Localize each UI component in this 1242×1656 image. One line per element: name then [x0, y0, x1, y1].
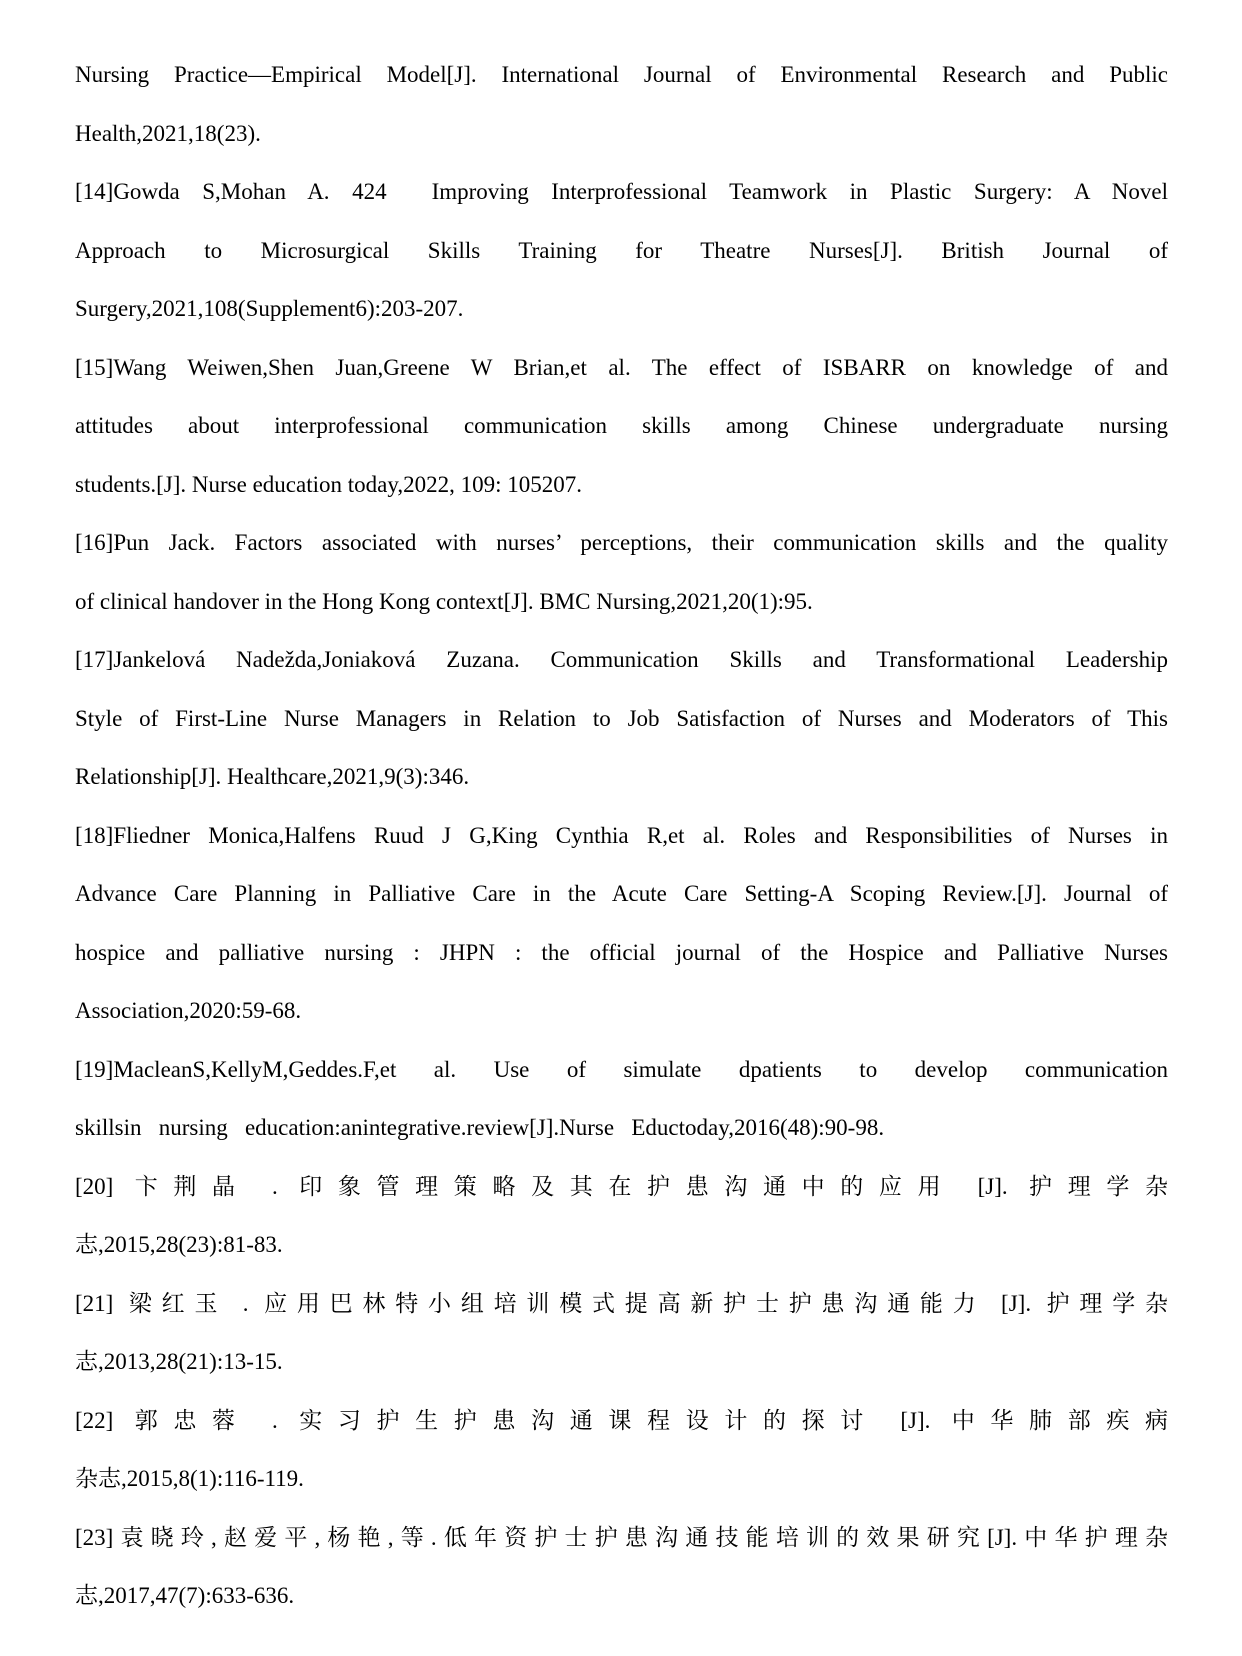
reference-line: 志,2015,28(23):81-83. [75, 1232, 283, 1257]
reference-line: [17]Jankelová Nadežda,Joniaková Zuzana. Communication Skills and Transformational Leadership [75, 647, 1168, 672]
reference-line: [23]袁晓玲,赵爱平,杨艳,等.低年资护士护患沟通技能培训的效果研究[J].中华护理杂 [75, 1524, 1168, 1550]
reference-line: [16]Pun Jack. Factors associated with nurses’ perceptions, their communication skills and the quality [75, 530, 1168, 555]
reference-line: [19]MacleanS,KellyM,Geddes.F,et al. Use of simulate dpatients to develop communication [75, 1056, 1168, 1082]
reference-entry [75, 163, 1168, 339]
reference-entry [75, 631, 1168, 807]
reference-line: Health,2021,18(23). [75, 120, 261, 146]
reference-line: Nursing Practice—Empirical Model[J]. International Journal of Environmental Research and Public [75, 62, 1168, 87]
reference-line: attitudes about interprofessional communication skills among Chinese undergraduate nursing [75, 413, 1168, 438]
reference-entry [75, 807, 1168, 1041]
reference-entry [75, 1158, 1168, 1275]
reference-entry [75, 1041, 1168, 1158]
reference-entry [75, 1392, 1168, 1509]
reference-line: 志,2013,28(21):13-15. [75, 1349, 283, 1374]
reference-line: skillsin nursing education:anintegrative.review[J].Nurse Eductoday,2016(48):90-98. [75, 1115, 885, 1140]
reference-line: Advance Care Planning in Palliative Care in the Acute Care Setting-A Scoping Review.[J]. Journal of [75, 881, 1168, 906]
reference-entry [75, 1275, 1168, 1392]
reference-line: of clinical handover in the Hong Kong context[J]. BMC Nursing,2021,20(1):95. [75, 588, 813, 614]
reference-line: [14]Gowda S,Mohan A. 424 Improving Interprofessional Teamwork in Plastic Surgery: A Novel [75, 179, 1168, 204]
reference-line: [18]Fliedner Monica,Halfens Ruud J G,King Cynthia R,et al. Roles and Responsibilities of Nurses in [75, 822, 1168, 848]
reference-line: Style of First-Line Nurse Managers in Relation to Job Satisfaction of Nurses and Moderators of This [75, 705, 1168, 731]
references-list [75, 46, 1168, 1626]
reference-line: 志,2017,47(7):633-636. [75, 1583, 295, 1608]
reference-line: students.[J]. Nurse education today,2022, 109: 105207. [75, 471, 582, 497]
reference-line: 杂志,2015,8(1):116-119. [75, 1466, 304, 1491]
reference-line: hospice and palliative nursing : JHPN : the official journal of the Hospice and Palliative Nurses [75, 939, 1168, 965]
reference-line: [15]Wang Weiwen,Shen Juan,Greene W Brian,et al. The effect of ISBARR on knowledge of and [75, 354, 1168, 380]
reference-line: Surgery,2021,108(Supplement6):203-207. [75, 296, 464, 321]
reference-entry [75, 514, 1168, 631]
reference-line: Association,2020:59-68. [75, 998, 302, 1023]
reference-entry [75, 339, 1168, 515]
reference-entry [75, 1509, 1168, 1626]
reference-line: [20] 卞荆晶 . 印象管理策略及其在护患沟通中的应用 [J]. 护理学杂 [75, 1173, 1168, 1199]
reference-line: Approach to Microsurgical Skills Training for Theatre Nurses[J]. British Journal of [75, 237, 1168, 263]
reference-entry [75, 46, 1168, 163]
reference-line: [21] 梁红玉 . 应用巴林特小组培训模式提高新护士护患沟通能力 [J]. 护理学杂 [75, 1290, 1168, 1316]
reference-line: Relationship[J]. Healthcare,2021,9(3):346. [75, 764, 470, 789]
reference-line: [22] 郭忠蓉 . 实习护生护患沟通课程设计的探讨 [J]. 中华肺部疾病 [75, 1407, 1168, 1433]
